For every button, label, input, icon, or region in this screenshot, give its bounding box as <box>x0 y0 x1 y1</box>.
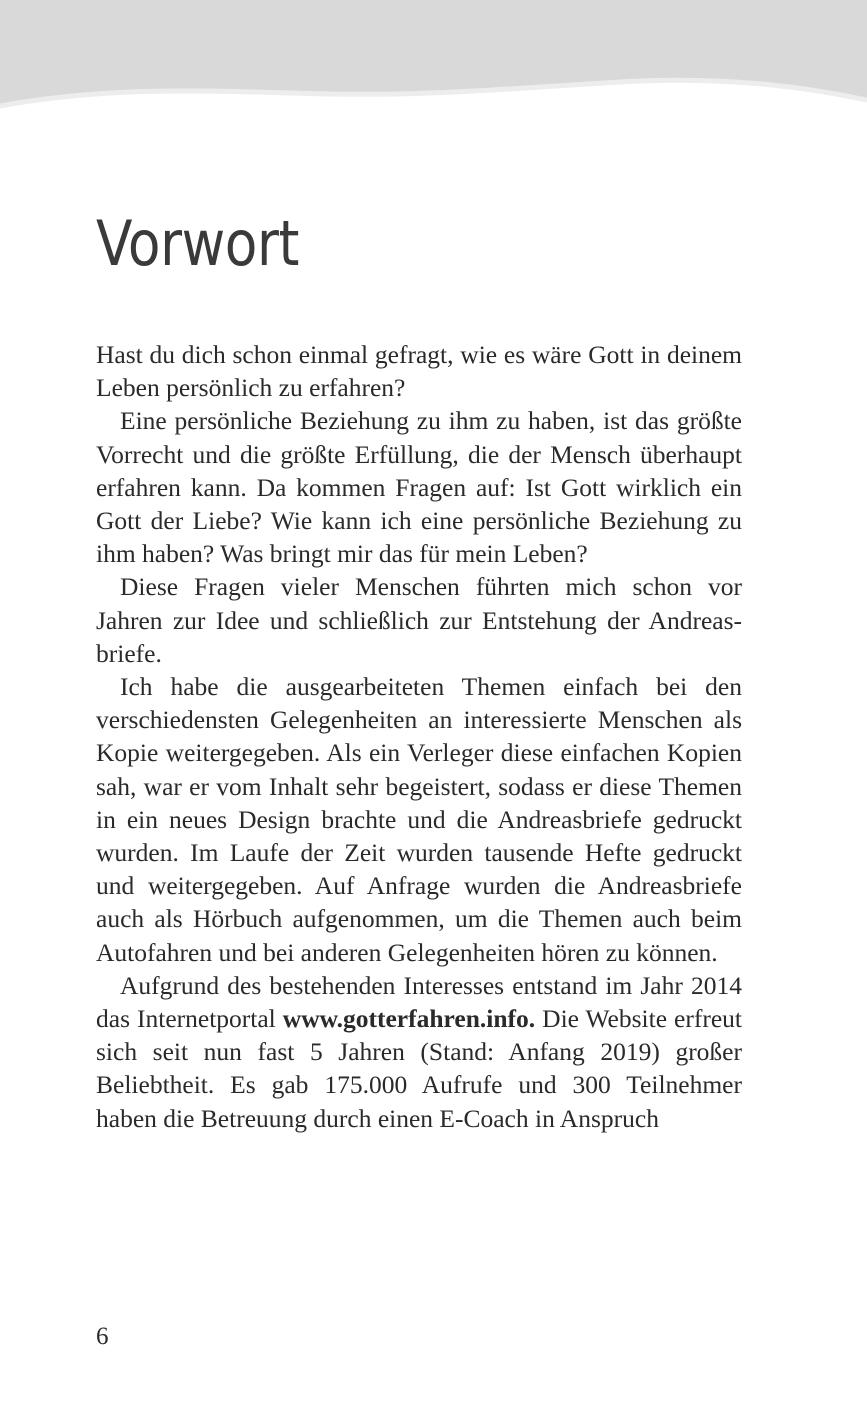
paragraph-3: Diese Fragen vieler Menschen führten mich schon vor Jahren zur Idee und schließlich zur Entstehung der Andreasbriefe. <box>96 572 742 668</box>
paragraph-4: Ich habe die ausgearbeiteten Themen einfach bei den verschiedensten Gelegenheiten an interessierte Menschen als Kopie weitergegeben. Als ein Verleger diese einfachen Kopien sah, war er vom Inhalt sehr begeistert, sodass er diese Themen in ein neues Design brachte und die Andreasbriefe gedruckt wurden. Im Laufe der Zeit wurden tausende Hefte gedruckt und weitergegeben. Auf Anfrage wurden die Andreasbriefe auch als Hörbuch aufgenommen, um die Themen auch beim Autofahren und bei anderen Gelegenheiten hören zu können. <box>96 672 742 967</box>
paragraph-5-rest: Die Website erfreut sich seit nun fast 5 Jahren (Stand: Anfang 2019) großer Beliebtheit. Es gab 175.000 Aufrufe und 300 Teilnehmer haben die Betreuung durch einen E-Coach in Anspruch <box>96 1004 742 1133</box>
paragraph-2: Eine persönliche Beziehung zu ihm zu haben, ist das größte Vorrecht und die größte Erfüllung, die der Mensch überhaupt erfahren kann. Da kommen Fragen auf: Ist Gott wirklich ein Gott der Liebe? Wie kann ich eine persönliche Beziehung zu ihm haben? Was bringt mir das für mein Leben? <box>96 406 742 569</box>
header-band <box>0 0 867 115</box>
website-url: www.gotterfahren.info. <box>282 1004 536 1034</box>
page-number: 6 <box>96 1323 109 1350</box>
chapter-title: Vorwort <box>96 207 299 280</box>
paragraph-1: Hast du dich schon einmal gefragt, wie es wäre Gott in deinem Leben persönlich zu erfahren? <box>96 340 742 403</box>
paragraph-5-lead: Aufgrund des bestehenden Interesses entstand im Jahr 2014 das Internetportal <box>96 970 742 1034</box>
paragraph-5 <box>96 969 742 1135</box>
body-text <box>96 338 742 1135</box>
header-wave-decoration <box>0 0 867 115</box>
